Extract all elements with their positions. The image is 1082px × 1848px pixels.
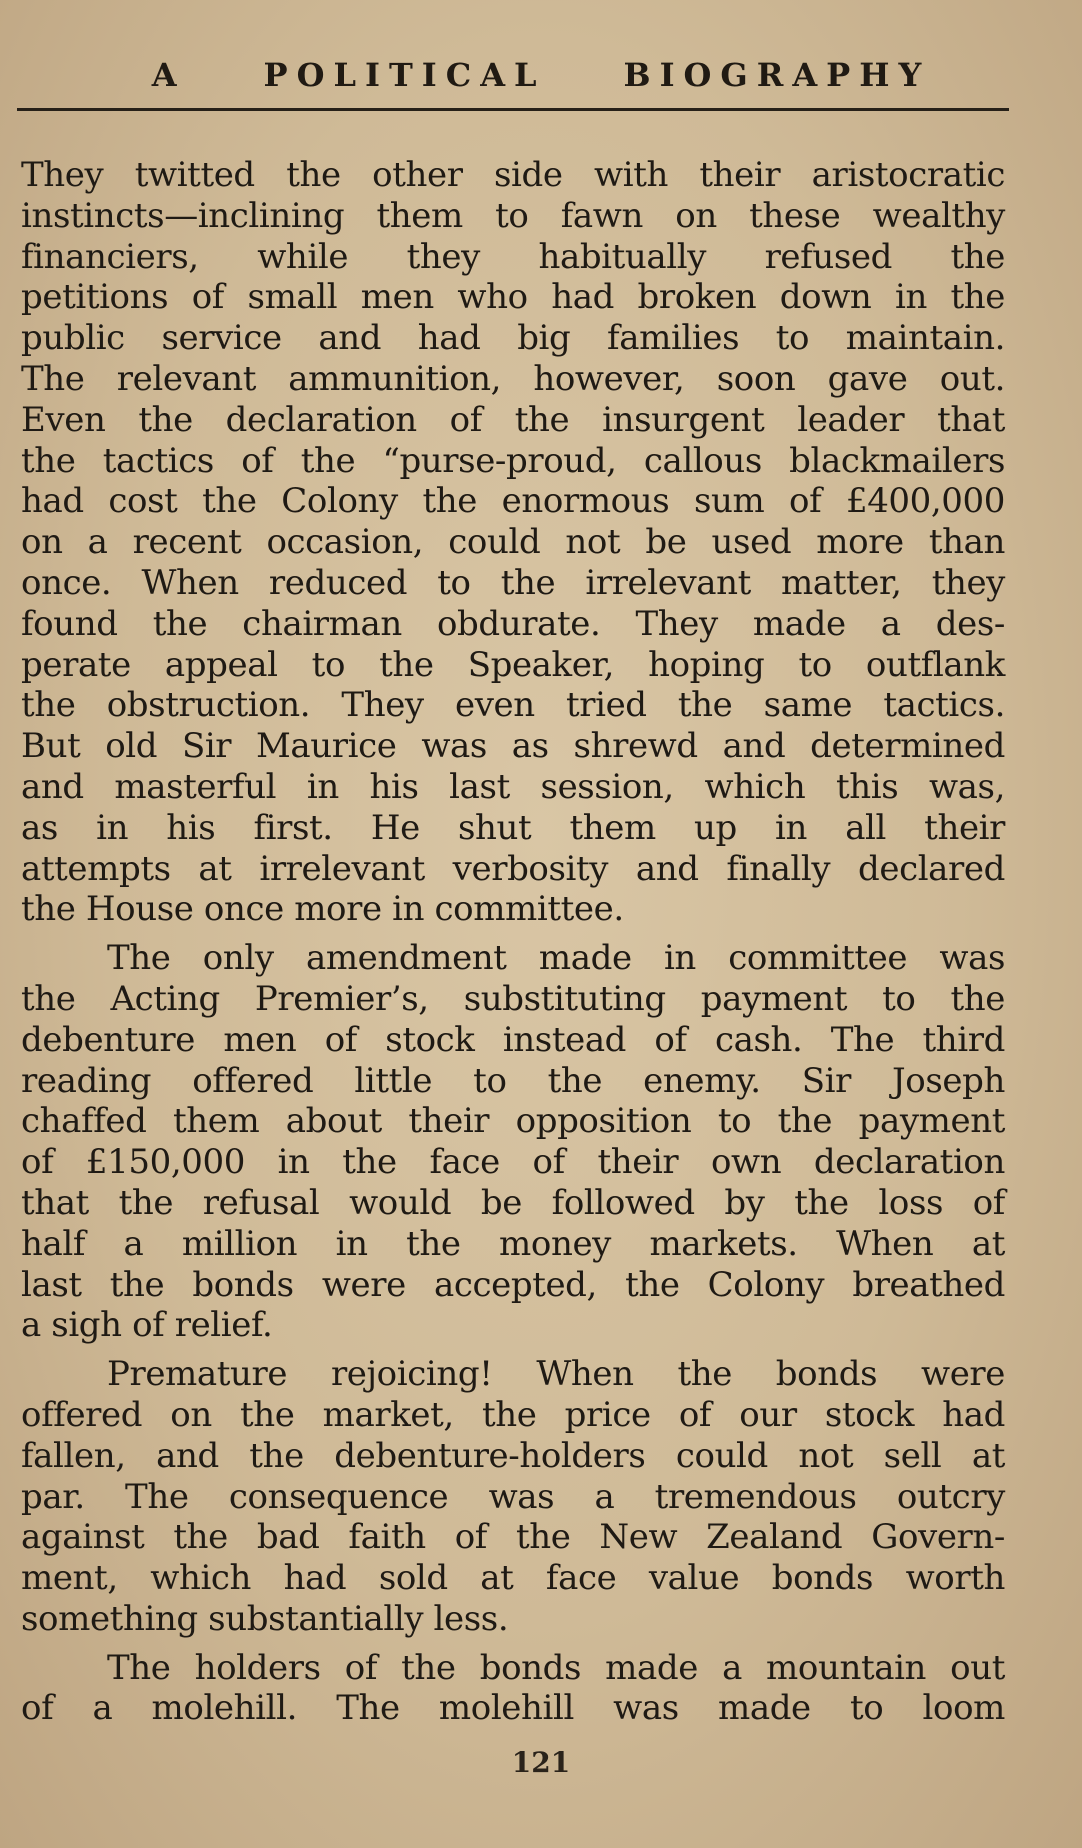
text-line: reading offered little to the enemy. Sir Joseph (21, 1060, 1005, 1101)
text-line: The only amendment made in committee was (107, 938, 1005, 979)
text-line: petitions of small men who had broken down in the (21, 277, 1005, 318)
body-text (21, 155, 1005, 1729)
text-line: the Acting Premier’s, substituting payment to the (21, 978, 1005, 1019)
text-line: the tactics of the “purse-proud, callous blackmailers (21, 440, 1005, 481)
text-line: public service and had big families to maintain. (21, 318, 1005, 359)
text-line: that the refusal would be followed by the loss of (21, 1182, 1005, 1223)
page-number: 121 (511, 1746, 571, 1779)
running-head-word: POLITICAL (263, 56, 546, 94)
text-line: offered on the market, the price of our stock had (21, 1394, 1005, 1435)
text-line: perate appeal to the Speaker, hoping to outflank (21, 644, 1005, 685)
text-line: something substantially less. (21, 1598, 509, 1639)
text-line: the obstruction. They even tried the same tactics. (21, 685, 1005, 726)
text-line: par. The consequence was a tremendous outcry (21, 1476, 1005, 1517)
text-line: debenture men of stock instead of cash. The third (21, 1019, 1005, 1060)
paragraph-2 (21, 938, 1005, 1346)
text-line: and masterful in his last session, which this was, (21, 766, 1005, 807)
text-line: had cost the Colony the enormous sum of £400,000 (21, 481, 1005, 522)
text-line: the House once more in committee. (21, 889, 624, 930)
text-line: last the bonds were accepted, the Colony breathed (21, 1264, 1005, 1305)
paragraph-1 (21, 155, 1005, 930)
running-head (0, 56, 1082, 100)
text-line: on a recent occasion, could not be used more than (21, 522, 1005, 563)
running-head-word: BIOGRAPHY (623, 56, 931, 94)
text-line: They twitted the other side with their aristocratic (21, 155, 1005, 195)
paragraph-3 (21, 1354, 1005, 1640)
text-line: But old Sir Maurice was as shrewd and determined (21, 726, 1005, 767)
text-line: found the chairman obdurate. They made a des- (21, 603, 1005, 644)
text-line: as in his first. He shut them up in all their (21, 807, 1005, 848)
text-line: half a million in the money markets. When at (21, 1223, 1005, 1264)
text-line: Even the declaration of the insurgent leader that (21, 399, 1005, 440)
text-line: chaffed them about their opposition to the payment (21, 1101, 1005, 1142)
paragraph-4 (21, 1648, 1005, 1730)
text-line: financiers, while they habitually refused the (21, 236, 1005, 277)
text-line: against the bad faith of the New Zealand Govern- (21, 1517, 1005, 1558)
running-head-word: A (151, 56, 186, 94)
text-line: The holders of the bonds made a mountain out (107, 1647, 1005, 1688)
text-line: ment, which had sold at face value bonds worth (21, 1558, 1005, 1599)
text-line: a sigh of relief. (21, 1305, 273, 1346)
text-line: attempts at irrelevant verbosity and finally declared (21, 848, 1005, 889)
text-line: instincts—inclining them to fawn on these wealthy (21, 195, 1005, 236)
text-line: Premature rejoicing! When the bonds were (107, 1354, 1005, 1395)
text-line: once. When reduced to the irrelevant matter, they (21, 562, 1005, 603)
text-line: The relevant ammunition, however, soon gave out. (21, 358, 1005, 399)
header-rule (17, 108, 1009, 111)
text-line: of £150,000 in the face of their own declaration (21, 1142, 1005, 1183)
text-line: of a molehill. The molehill was made to loom (21, 1688, 1005, 1729)
text-line: fallen, and the debenture-holders could not sell at (21, 1435, 1005, 1476)
